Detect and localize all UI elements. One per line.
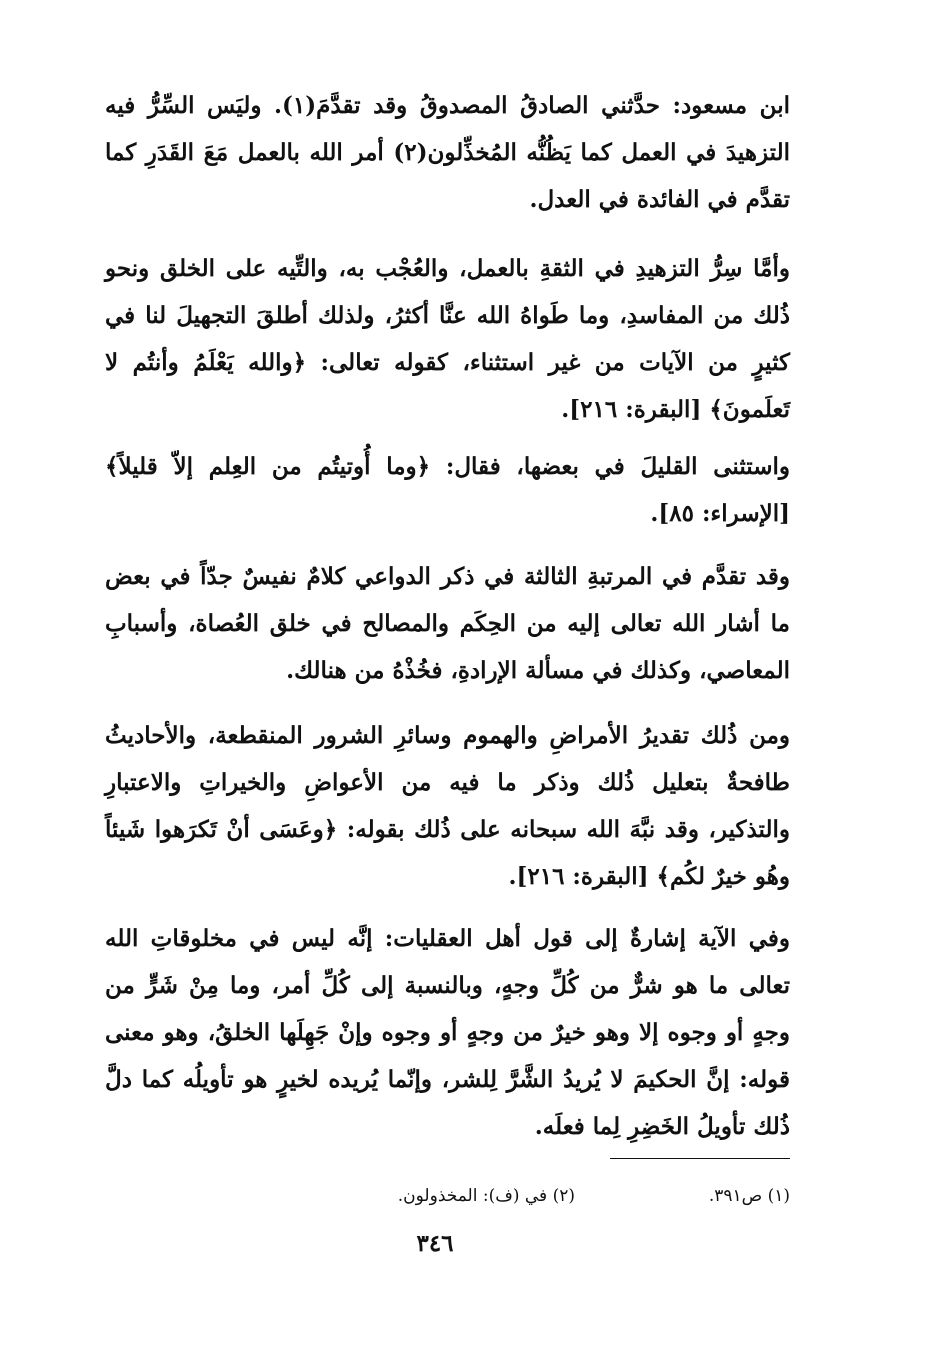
paragraph-6 [105, 915, 790, 1150]
footnote-divider [610, 1158, 790, 1159]
paragraph-2-text: وأمَّا سِرُّ التزهيدِ في الثقةِ بالعمل، والعُجْب به، والتِّيه على الخلق ونحو ذُلك من المفاسدِ، وما طَواهُ الله عنَّا أكثرُ، ولذلك أطلقَ التجهيلَ لنا في كثيرٍ من الآيات من غير استثناء، كقوله تعالى: ﴿والله يَعْلَمُ وأنتُم لا تَعلَمونَ﴾ [البقرة: ٢١٦]. [105, 255, 790, 423]
paragraph-5 [105, 712, 790, 900]
page-number: ٣٤٦ [416, 1230, 454, 1257]
footnote-1: (١) ص٣٩١. [708, 1186, 790, 1206]
paragraph-3-text: واستثنى القليلَ في بعضها، فقال: ﴿وما أُوتيتُم من العِلم إلاّ قليلاً﴾ [الإسراء: ٨٥]. [105, 453, 790, 527]
paragraph-3 [105, 443, 790, 537]
paragraph-5-text: ومن ذُلك تقديرُ الأمراضِ والهموم وسائرِ الشرور المنقطعة، والأحاديثُ طافحةٌ بتعليل ذُلك وذكر ما فيه من الأعواضِ والخيراتِ والاعتبارِ والتذكير، وقد نبَّهَ الله سبحانه على ذُلك بقوله: ﴿وعَسَى أنْ تَكرَهوا شَيئاً وهُو خيرٌ لكُم﴾ [البقرة: ٢١٦]. [105, 722, 790, 890]
paragraph-1 [105, 82, 790, 223]
paragraph-6-text: وفي الآية إشارةٌ إلى قول أهل العقليات: إنَّه ليس في مخلوقاتِ الله تعالى ما هو شرٌّ من كُلِّ وجهٍ، وبالنسبة إلى كُلِّ أمر، وما مِنْ شَرٍّ من وجهٍ أو وجوه إلا وهو خيرٌ من وجهٍ أو وجوه وإنْ جَهِلَها الخلقُ، وهو معنى قوله: إنَّ الحكيمَ لا يُريدُ الشَّرَّ لِلشر، وإنّما يُريده لخيرٍ هو تأويلُه كما دلَّ ذُلك تأويلُ الخَضِرِ لِما فعلَه. [105, 925, 790, 1140]
footnotes [230, 1180, 790, 1212]
paragraph-4-text: وقد تقدَّم في المرتبةِ الثالثة في ذكر الدواعي كلامٌ نفيسٌ جدّاً في بعض ما أشار الله تعالى إليه من الحِكَم والمصالح في خلق العُصاة، وأسبابِ المعاصي، وكذلك في مسألة الإرادةِ، فخُذْهُ من هنالك. [105, 563, 790, 684]
paragraph-2 [105, 245, 790, 433]
footnote-2: (٢) في (ف): المخذولون. [397, 1186, 575, 1206]
paragraph-1-text: ابن مسعود: حدَّثني الصادقُ المصدوقُ وقد تقدَّمَ(١). وليَس السِّرُّ فيه التزهيدَ في العمل كما يَظُنُّه المُخذِّلون(٢) أمر الله بالعمل مَعَ القَدَرِ كما تقدَّم في الفائدة في العدل. [105, 92, 790, 213]
paragraph-4 [105, 553, 790, 694]
